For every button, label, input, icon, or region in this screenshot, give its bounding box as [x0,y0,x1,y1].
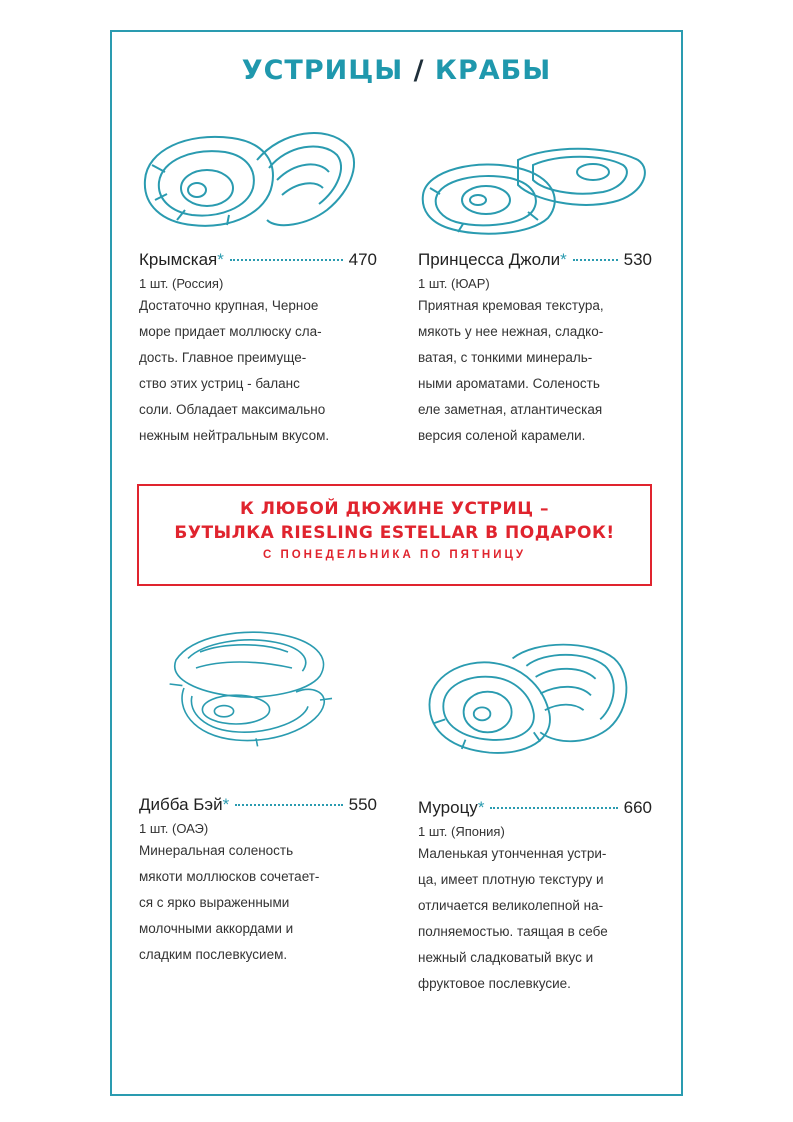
item-price: 470 [348,250,377,269]
item-header [139,250,377,270]
item-description [418,293,652,449]
desc-line: Маленькая утонченная устри- [418,846,607,861]
leader-dots [573,259,618,261]
desc-line: молочными аккордами и [139,921,294,936]
oyster-illustration-1 [137,120,367,240]
menu-item-murotsu [418,798,652,997]
desc-line: сладким послевкусием. [139,947,288,962]
oyster-illustration-2 [418,130,648,250]
desc-line: Приятная кремовая текстура, [418,298,604,313]
item-description [139,293,377,449]
item-name: Принцесса Джоли [418,250,561,269]
leader-dots [230,259,343,261]
item-star: * [217,250,224,269]
leader-dots [235,804,342,806]
desc-line: ватая, с тонкими минераль- [418,350,593,365]
desc-line: еле заметная, атлантическая [418,402,603,417]
item-header [418,250,652,270]
desc-line: ца, имеет плотную текстуру и [418,872,604,887]
promo-line-3: С ПОНЕДЕЛЬНИКА ПО ПЯТНИЦУ [262,549,527,561]
promo-line-2: БУТЫЛКА RIESLING ESTELLAR В ПОДАРОК! [174,523,615,543]
desc-line: Минеральная соленость [139,843,294,858]
item-quantity: 1 шт. (ОАЭ) [139,821,209,836]
title-left: УСТРИЦЫ [241,55,404,86]
desc-line: полняемостью. таящая в себе [418,924,608,939]
page-title [0,55,793,86]
item-price: 530 [623,250,652,269]
title-slash: / [413,55,425,86]
oyster-illustration-4 [416,640,646,760]
item-header [139,795,377,815]
desc-line: море придает моллюску сла- [139,324,322,339]
item-star: * [560,250,567,269]
menu-item-krymskaya [139,250,377,449]
item-star: * [222,795,230,814]
item-quantity: 1 шт. (Россия) [139,276,224,291]
desc-line: нежным нейтральным вкусом. [139,428,330,443]
desc-line: ся с ярко выраженными [139,895,290,910]
desc-line: ство этих устриц - баланс [139,376,300,391]
desc-line: мякоти моллюсков сочетает- [139,869,320,884]
oyster-illustration-3 [137,628,367,748]
promo-box [137,484,652,586]
desc-line: версия соленой карамели. [418,428,586,443]
item-quantity: 1 шт. (ЮАР) [418,276,490,291]
desc-line: нежный сладковатый вкус и [418,950,594,965]
desc-line: отличается великолепной на- [418,898,604,913]
item-price: 660 [623,798,652,817]
item-price: 550 [348,795,377,814]
title-right: КРАБЫ [434,55,552,86]
menu-item-princess-joly [418,250,652,449]
desc-line: фруктовое послевкусие. [418,976,571,991]
item-name: Муроцу [418,798,478,817]
desc-line: ными ароматами. Соленость [418,376,600,391]
item-description [418,841,652,997]
leader-dots [490,807,617,809]
menu-item-dibba-bay [139,795,377,968]
desc-line: дость. Главное преимуще- [139,350,307,365]
promo-line-1: К ЛЮБОЙ ДЮЖИНЕ УСТРИЦ – [240,499,549,519]
item-quantity: 1 шт. (Япония) [418,824,505,839]
desc-line: Достаточно крупная, Черное [139,298,319,313]
item-star: * [477,798,485,817]
desc-line: соли. Обладает максимально [139,402,326,417]
item-description [139,838,377,968]
item-name: Дибба Бэй [139,795,223,814]
item-name: Крымская [139,250,218,269]
item-header [418,798,652,818]
desc-line: мякоть у нее нежная, сладко- [418,324,604,339]
